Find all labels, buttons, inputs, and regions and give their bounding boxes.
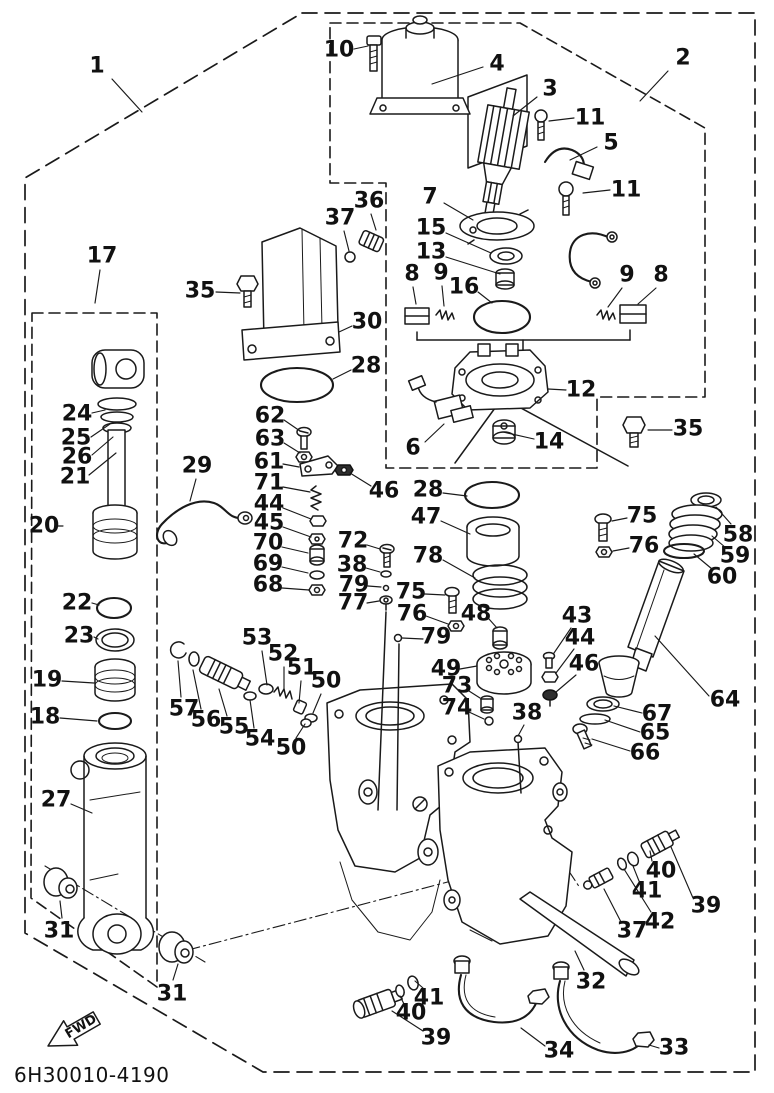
part-code: 6H30010-4190 — [14, 1063, 170, 1087]
nut-68 — [309, 585, 325, 595]
callout-number-76-66: 76 — [396, 601, 428, 627]
callout-number-18-35: 18 — [29, 704, 61, 730]
rod-eye-20 — [92, 350, 144, 388]
callout-number-79-63: 79 — [338, 572, 370, 598]
callout-number-55-45: 55 — [218, 714, 250, 740]
leader-line-36-21 — [371, 214, 376, 230]
callout-number-42-87: 42 — [644, 909, 676, 935]
callout-number-7-8: 7 — [422, 184, 438, 210]
pump-end-plate-49 — [477, 652, 531, 694]
bolt-75-left — [445, 588, 459, 614]
brush-holder-8-right — [620, 305, 646, 323]
check-valve-40-right — [640, 827, 681, 859]
o-ring-28-upper — [261, 368, 333, 402]
leader-line-66-84 — [592, 739, 630, 751]
screw-11-upper — [535, 110, 547, 140]
o-ring-41-right — [626, 851, 641, 868]
nut-44-left — [310, 516, 326, 526]
o-ring-18 — [99, 713, 131, 729]
callout-number-16-11: 16 — [448, 274, 480, 300]
callout-number-51-41: 51 — [286, 655, 318, 681]
leader-line-46-75 — [556, 675, 576, 692]
leader-line-37-22 — [344, 231, 349, 251]
leader-line-33-92 — [649, 1045, 659, 1048]
callout-number-58-78: 58 — [722, 522, 754, 548]
ring-15 — [490, 248, 522, 264]
callout-number-3-4: 3 — [542, 76, 558, 102]
leader-line-71-51 — [283, 487, 310, 492]
leader-line-75-65 — [425, 594, 445, 595]
leader-line-8-15 — [638, 288, 656, 304]
callout-number-6-17: 6 — [405, 435, 421, 461]
washer-54 — [244, 692, 256, 700]
callout-number-67-82: 67 — [641, 701, 673, 727]
callout-number-4-3: 4 — [489, 51, 505, 77]
callout-number-1-0: 1 — [89, 53, 105, 79]
grommet-46-right — [543, 690, 557, 706]
callout-number-75-76: 75 — [626, 503, 658, 529]
brush-plate-7 — [460, 210, 534, 244]
leader-line-11-5 — [549, 118, 574, 121]
callout-number-70-54: 70 — [252, 530, 284, 556]
callout-number-48-68: 48 — [460, 601, 492, 627]
callout-number-76-77: 76 — [628, 533, 660, 559]
leader-line-78-60 — [443, 560, 475, 578]
leader-line-12-16 — [548, 389, 566, 390]
callout-number-9-14: 9 — [619, 262, 635, 288]
leader-line-5-6 — [570, 147, 597, 160]
circlip-57 — [171, 642, 186, 658]
callout-number-40-94: 40 — [395, 1000, 427, 1026]
callout-number-8-15: 8 — [653, 262, 669, 288]
leader-line-34-91 — [521, 1028, 545, 1046]
pin-51 — [293, 699, 307, 714]
callout-number-36-21: 36 — [353, 188, 385, 214]
callout-number-69-55: 69 — [252, 551, 284, 577]
callout-number-43-73: 43 — [561, 603, 593, 629]
callout-number-35-20: 35 — [672, 416, 704, 442]
o-ring-16 — [474, 301, 530, 333]
hose-34 — [454, 956, 549, 1022]
callout-number-33-92: 33 — [658, 1035, 690, 1061]
ring-69 — [310, 571, 324, 579]
callout-number-5-6: 5 — [603, 130, 619, 156]
callout-number-17-25: 17 — [86, 243, 118, 269]
sensor-cable-29 — [157, 501, 252, 548]
leader-line-75-76 — [612, 518, 627, 521]
callout-number-40-85: 40 — [645, 858, 677, 884]
piston-cap-64 — [599, 656, 639, 697]
callout-number-37-89: 37 — [616, 918, 648, 944]
leader-line-61-50 — [283, 464, 299, 467]
leader-line-77-64 — [367, 601, 379, 603]
leader-line-64-81 — [655, 636, 709, 696]
callout-number-39-95: 39 — [420, 1025, 452, 1051]
callout-number-45-53: 45 — [253, 510, 285, 536]
callout-number-63-49: 63 — [254, 426, 286, 452]
callout-number-60-80: 60 — [706, 564, 738, 590]
callout-number-21-29: 21 — [59, 464, 91, 490]
callout-number-79-67: 79 — [420, 624, 452, 650]
bolt-75-right — [595, 514, 611, 541]
ring-50-b — [301, 719, 311, 727]
leader-line-31-38 — [173, 964, 178, 980]
armature-3 — [469, 85, 533, 220]
spring-9-left — [436, 310, 454, 320]
callout-number-50-42: 50 — [310, 668, 342, 694]
leader-line-65-83 — [605, 720, 640, 732]
callout-number-29-31: 29 — [181, 453, 213, 479]
tilt-rod-64 — [628, 556, 685, 671]
spring-52 — [274, 687, 292, 699]
callout-number-50-47: 50 — [275, 735, 307, 761]
callout-number-12-16: 12 — [565, 377, 597, 403]
ball-74 — [485, 717, 493, 725]
callout-number-34-91: 34 — [543, 1038, 575, 1064]
leader-line-72-61 — [367, 545, 380, 549]
o-ring-79-right — [395, 635, 402, 642]
leader-line-76-77 — [613, 548, 629, 551]
fwd-label: FWD — [62, 1011, 100, 1043]
spring-seat-67 — [587, 697, 619, 711]
callout-number-54-46: 54 — [244, 726, 276, 752]
callout-number-11-7: 11 — [610, 177, 642, 203]
callout-number-68-56: 68 — [252, 572, 284, 598]
leader-line-38-72 — [518, 725, 524, 736]
leader-line-44-52 — [283, 508, 311, 519]
motor-assembly — [367, 16, 646, 447]
callout-number-75-65: 75 — [395, 579, 427, 605]
leader-line-30-23 — [339, 326, 352, 332]
callout-number-78-60: 78 — [412, 543, 444, 569]
callout-number-23-33: 23 — [63, 623, 95, 649]
motor-base-12 — [452, 344, 548, 410]
spring-71 — [311, 486, 321, 510]
callout-number-59-79: 59 — [719, 543, 751, 569]
callout-number-24-26: 24 — [61, 401, 93, 427]
callout-number-72-61: 72 — [337, 528, 369, 554]
callout-number-26-28: 26 — [61, 444, 93, 470]
washer-38-left — [381, 571, 391, 577]
leader-line-17-25 — [95, 270, 100, 303]
leader-line-50-42 — [313, 694, 321, 713]
callout-number-44-52: 44 — [253, 491, 285, 517]
leader-line-47-59 — [441, 521, 470, 534]
callout-number-37-22: 37 — [324, 205, 356, 231]
leader-line-11-7 — [583, 190, 610, 193]
callout-number-65-83: 65 — [639, 720, 671, 746]
leader-line-57-43 — [178, 661, 181, 697]
leader-line-76-66 — [426, 616, 448, 624]
leader-line-37-89 — [604, 889, 621, 922]
leader-line-69-55 — [282, 567, 308, 573]
leader-line-35-19 — [216, 292, 240, 293]
leader-line-8-12 — [413, 287, 416, 304]
callout-number-46-57: 46 — [368, 478, 400, 504]
grease-nipple-37 — [581, 868, 613, 893]
callout-number-57-43: 57 — [168, 696, 200, 722]
free-piston-19 — [95, 659, 135, 701]
plug-36 — [358, 230, 384, 253]
brush-holder-8-left — [405, 308, 429, 324]
leader-line-1-0 — [112, 79, 142, 112]
nut-45 — [309, 534, 325, 544]
callout-number-61-50: 61 — [253, 449, 285, 475]
callout-number-31-37: 31 — [43, 918, 75, 944]
pin-79-left — [384, 586, 389, 591]
callout-number-52-40: 52 — [267, 641, 299, 667]
screw-11-lower — [559, 182, 573, 215]
callout-number-56-44: 56 — [190, 707, 222, 733]
trim-cylinder-27 — [71, 743, 153, 954]
callout-number-47-59: 47 — [410, 504, 442, 530]
leader-line-16-11 — [478, 292, 492, 303]
callout-number-41-86: 41 — [631, 878, 663, 904]
backup-ring-23 — [96, 629, 134, 651]
valve-70 — [310, 545, 324, 565]
reservoir-cover-30 — [242, 228, 340, 360]
callout-number-27-36: 27 — [40, 787, 72, 813]
callout-number-19-34: 19 — [31, 667, 63, 693]
leader-line-27-36 — [71, 804, 92, 813]
callout-number-28-58: 28 — [412, 477, 444, 503]
valve-77 — [380, 596, 392, 610]
leader-line-28-58 — [443, 493, 467, 496]
leader-line-9-14 — [608, 288, 622, 307]
screw-10 — [367, 36, 381, 71]
leader-line-49-69 — [460, 666, 477, 669]
callout-number-8-12: 8 — [404, 261, 420, 287]
screw-72 — [380, 545, 394, 568]
bushing-13 — [496, 269, 514, 289]
callout-number-74-71: 74 — [441, 695, 473, 721]
seal-cup-47 — [467, 517, 519, 566]
callout-number-13-10: 13 — [415, 239, 447, 265]
callout-number-10-2: 10 — [323, 37, 355, 63]
nut-76-right — [596, 547, 612, 557]
o-ring-56 — [189, 652, 199, 666]
o-ring-42 — [616, 857, 628, 871]
leader-line-54-46 — [250, 700, 254, 728]
seal-25 — [101, 412, 133, 422]
leader-line-9-13 — [442, 286, 444, 306]
callout-number-35-19: 35 — [184, 278, 216, 304]
leader-line-70-54 — [282, 547, 308, 553]
callout-number-44-74: 44 — [564, 625, 596, 651]
screw-35-left — [237, 276, 258, 307]
nut-44-right — [542, 672, 558, 682]
leader-line-31-37 — [60, 901, 62, 918]
leader-line-45-53 — [283, 527, 311, 537]
screw-35-right — [623, 417, 645, 447]
leader-line-2-1 — [640, 71, 668, 101]
callout-number-20-30: 20 — [28, 513, 60, 539]
leader-line-24-26 — [92, 410, 105, 413]
callout-number-38-62: 38 — [336, 552, 368, 578]
spring-9-right — [597, 310, 615, 320]
leader-line-28-24 — [333, 370, 351, 379]
callout-number-41-93: 41 — [413, 985, 445, 1011]
motor-4 — [370, 16, 470, 114]
callout-number-2-1: 2 — [675, 45, 691, 71]
leader-line-63-49 — [284, 443, 300, 453]
leader-line-10-2 — [354, 46, 368, 49]
washer-53 — [259, 684, 273, 694]
callout-number-46-75: 46 — [568, 651, 600, 677]
leader-line-67-82 — [614, 706, 642, 713]
callout-number-28-24: 28 — [350, 353, 382, 379]
leader-line-19-34 — [62, 681, 94, 683]
valve-48 — [493, 627, 507, 649]
fitting-73 — [481, 696, 493, 713]
valve-screw-55 — [198, 655, 252, 694]
leader-line-32-90 — [575, 951, 584, 970]
callout-number-30-23: 30 — [351, 309, 383, 335]
fwd-arrow — [48, 1012, 100, 1046]
leader-line-62-48 — [284, 420, 300, 431]
leader-line-6-17 — [425, 424, 444, 442]
leader-line-68-56 — [282, 588, 309, 590]
bushing-31-left — [44, 868, 77, 898]
leader-line-18-35 — [60, 718, 97, 721]
callout-number-64-81: 64 — [709, 687, 741, 713]
callout-number-38-72: 38 — [511, 700, 543, 726]
callout-number-15-9: 15 — [415, 215, 447, 241]
callout-number-71-51: 71 — [253, 470, 285, 496]
leader-line-7-8 — [444, 203, 473, 220]
bolt-66 — [573, 724, 592, 749]
callout-number-53-39: 53 — [241, 625, 273, 651]
bolt-43 — [544, 653, 555, 669]
callout-number-22-32: 22 — [61, 590, 93, 616]
callout-number-62-48: 62 — [254, 403, 286, 429]
ball-37 — [345, 252, 355, 262]
ground-lead — [570, 232, 617, 288]
callout-number-73-70: 73 — [441, 673, 473, 699]
callout-number-77-64: 77 — [337, 590, 369, 616]
bushing-31-right — [159, 932, 193, 963]
leader-line-79-63 — [368, 586, 381, 587]
trim-rod-21 — [93, 430, 137, 559]
callout-number-25-27: 25 — [60, 425, 92, 451]
washer-24 — [98, 398, 136, 410]
brush-lead-5 — [545, 149, 593, 180]
leader-line-53-39 — [262, 651, 267, 685]
leader-line-29-31 — [190, 479, 196, 501]
callout-number-31-38: 31 — [156, 981, 188, 1007]
leader-line-38-62 — [366, 568, 380, 572]
callout-number-49-69: 49 — [430, 656, 462, 682]
callout-number-11-5: 11 — [574, 105, 606, 131]
callout-number-39-88: 39 — [690, 893, 722, 919]
o-ring-28-lower — [465, 482, 519, 508]
callout-number-14-18: 14 — [533, 429, 565, 455]
callout-number-32-90: 32 — [575, 969, 607, 995]
o-ring-22 — [97, 598, 131, 618]
washer-65 — [580, 714, 610, 724]
callout-number-66-84: 66 — [629, 740, 661, 766]
callout-number-9-13: 9 — [433, 260, 449, 286]
